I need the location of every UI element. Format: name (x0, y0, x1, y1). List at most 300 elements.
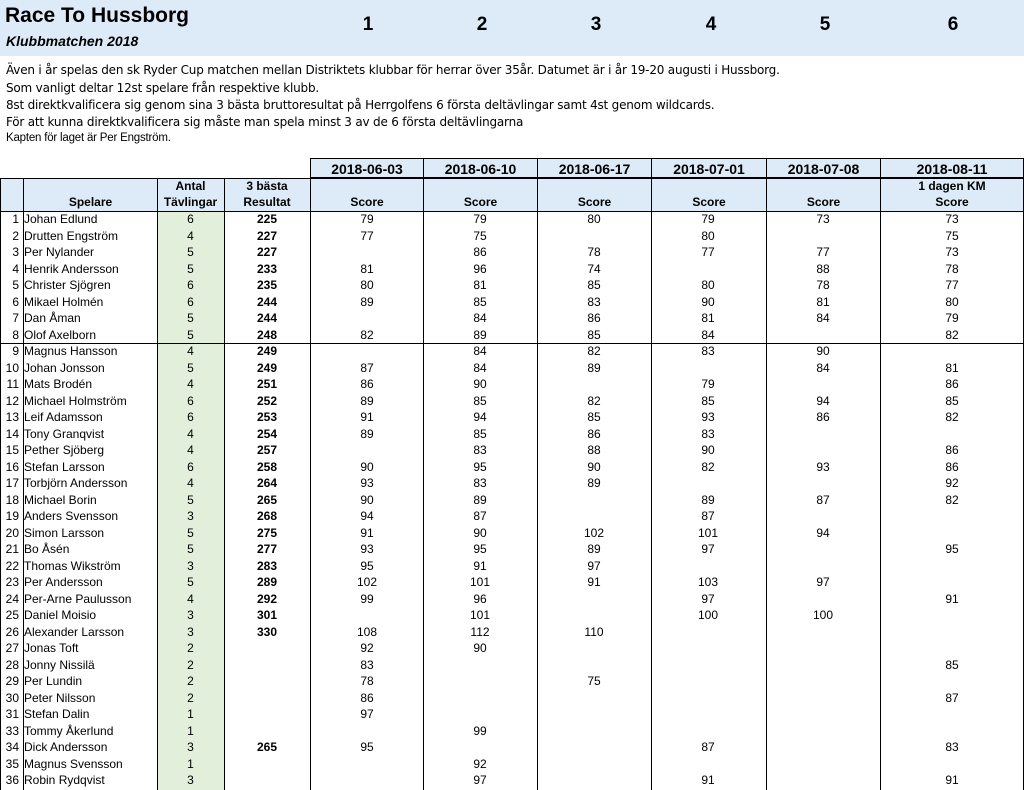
score-cell-5: 94 (816, 525, 830, 540)
player-name: Per Andersson (24, 575, 103, 589)
date-header-5: 2018-07-08 (766, 158, 881, 178)
col-header-score-4: Score (692, 195, 726, 209)
score-cell-2: 90 (473, 377, 487, 391)
best-3-total: 283 (256, 558, 278, 573)
score-cell-5: 84 (816, 311, 830, 325)
score-cell-3: 85 (587, 278, 601, 292)
competition-count: 6 (187, 212, 194, 226)
table-row (0, 624, 1024, 641)
best-3-total: 275 (256, 525, 278, 540)
competition-count: 6 (187, 459, 194, 474)
score-cell-2: 91 (473, 558, 487, 573)
date-header-6: 2018-08-11 (880, 158, 1024, 178)
score-cell-6: 86 (945, 443, 959, 457)
table-row (0, 228, 1024, 245)
intro-line-3: 8st direktkvalificera sig genom sina 3 bästa bruttoresultat på Herrgolfens 6 första deltävlingar samt 4st genom wildcards. (6, 98, 715, 112)
col-header-resultat: Resultat (243, 195, 291, 209)
score-cell-6: 85 (945, 393, 959, 408)
score-cell-2: 96 (473, 261, 487, 276)
table-row (0, 607, 1024, 624)
table-row (0, 360, 1024, 377)
table-row (0, 327, 1024, 344)
best-3-total: 253 (256, 410, 278, 424)
table-row (0, 508, 1024, 525)
player-name: Bo Åsén (24, 542, 70, 556)
table-row (0, 409, 1024, 426)
competition-count: 5 (187, 525, 194, 540)
score-cell-2: 83 (473, 443, 487, 457)
score-cell-1: 108 (356, 624, 378, 639)
score-cell-4: 97 (701, 542, 715, 556)
score-cell-4: 80 (701, 228, 715, 243)
score-cell-1: 97 (360, 707, 374, 721)
score-cell-5: 81 (816, 294, 830, 309)
score-cell-5: 100 (812, 608, 834, 622)
table-row (0, 459, 1024, 476)
score-cell-5: 94 (816, 393, 830, 408)
score-cell-2: 89 (473, 492, 487, 507)
best-3-total: 254 (256, 426, 278, 441)
best-3-total: 258 (256, 459, 278, 474)
best-3-total: 265 (256, 740, 278, 754)
score-cell-3: 110 (584, 624, 604, 639)
competition-count: 4 (187, 591, 194, 606)
player-name: Peter Nilsson (24, 690, 96, 705)
score-cell-4: 83 (701, 344, 715, 358)
row-number: 29 (5, 674, 19, 688)
table-row (0, 294, 1024, 311)
score-cell-1: 89 (360, 393, 374, 408)
row-number: 24 (5, 591, 19, 606)
score-cell-4: 82 (701, 459, 715, 474)
score-cell-5: 77 (816, 245, 830, 259)
table-row (0, 673, 1024, 690)
competition-count: 5 (187, 542, 194, 556)
col-header-score-6: Score (935, 195, 969, 209)
row-number: 15 (5, 443, 19, 457)
competition-count: 1 (187, 723, 194, 738)
table-row (0, 426, 1024, 443)
col-header-antal: Antal (175, 179, 206, 193)
player-name: Daniel Moisio (24, 608, 97, 622)
score-cell-4: 83 (701, 426, 715, 441)
score-cell-6: 82 (945, 327, 959, 342)
score-cell-2: 92 (473, 756, 487, 771)
player-name: Magnus Svensson (24, 756, 123, 771)
score-cell-1: 82 (360, 327, 374, 342)
best-3-total: 330 (256, 624, 278, 639)
score-cell-4: 81 (701, 311, 715, 325)
score-cell-2: 90 (473, 525, 487, 540)
intro-line-1: Även i år spelas den sk Ryder Cup matchen mellan Distriktets klubbar för herrar över 35år. Datumet är i år 19-20 augusti i Hussborg. (6, 63, 780, 77)
row-number: 8 (12, 327, 19, 342)
score-cell-6: 82 (945, 492, 959, 507)
round-label-6: 6 (947, 14, 959, 35)
player-name: Olof Axelborn (24, 327, 97, 342)
best-3-total: 249 (256, 344, 278, 358)
score-cell-4: 101 (697, 525, 719, 540)
score-cell-5: 97 (816, 575, 830, 589)
score-cell-6: 73 (945, 245, 959, 259)
round-label-4: 4 (705, 14, 717, 35)
intro-line-4: För att kunna direktkvalificera sig måste man spela minst 3 av de 6 första deltävlingarna (6, 115, 524, 129)
table-row (0, 558, 1024, 575)
score-cell-6: 91 (945, 773, 959, 787)
competition-count: 5 (187, 245, 194, 259)
row-number: 21 (5, 542, 19, 556)
score-cell-2: 96 (473, 591, 487, 606)
best-3-total: 265 (256, 492, 278, 507)
table-row (0, 574, 1024, 591)
score-cell-2: 86 (473, 245, 487, 259)
row-number: 20 (5, 525, 19, 540)
player-name: Henrik Andersson (24, 261, 119, 276)
score-cell-1: 90 (360, 492, 374, 507)
score-cell-2: 84 (473, 360, 487, 375)
score-cell-5: 88 (816, 261, 830, 276)
score-cell-6: 78 (945, 261, 959, 276)
best-3-total: 277 (256, 542, 278, 556)
score-cell-5: 78 (816, 278, 830, 292)
player-name: Leif Adamsson (24, 410, 103, 424)
score-cell-6: 75 (945, 228, 959, 243)
score-cell-1: 91 (360, 525, 374, 540)
competition-count: 5 (187, 492, 194, 507)
score-cell-2: 85 (473, 294, 487, 309)
round-label-3: 3 (590, 14, 602, 35)
intro-line-2: Som vanligt deltar 12st spelare från respektive klubb. (6, 81, 319, 95)
player-name: Thomas Wikström (24, 558, 121, 573)
competition-count: 3 (187, 509, 194, 523)
row-number: 6 (12, 294, 19, 309)
row-number: 14 (5, 426, 19, 441)
competition-count: 2 (187, 657, 194, 672)
row-number: 35 (5, 756, 19, 771)
player-name: Pether Sjöberg (24, 443, 105, 457)
best-3-total: 257 (256, 443, 278, 457)
table-row (0, 475, 1024, 492)
col-header-score-1: Score (350, 195, 384, 209)
score-cell-4: 79 (701, 212, 715, 226)
score-cell-2: 85 (473, 426, 487, 441)
score-cell-6: 85 (945, 657, 959, 672)
score-cell-6: 87 (945, 690, 959, 705)
intro-line-5: Kapten för laget är Per Engström. (6, 132, 171, 144)
player-name: Michael Borin (24, 492, 97, 507)
best-3-total: 268 (256, 509, 278, 523)
score-cell-5: 90 (816, 344, 830, 358)
row-number: 22 (5, 558, 19, 573)
table-row (0, 310, 1024, 327)
col-header-3-basta: 3 bästa (246, 179, 288, 193)
best-3-total: 289 (256, 575, 278, 589)
score-cell-4: 91 (701, 773, 715, 787)
score-cell-6: 73 (945, 212, 959, 226)
col-header-score-5: Score (806, 195, 841, 209)
score-cell-3: 89 (587, 476, 601, 490)
score-cell-4: 100 (697, 608, 719, 622)
score-cell-1: 95 (360, 740, 374, 754)
score-cell-4: 90 (701, 294, 715, 309)
score-cell-4: 80 (701, 278, 715, 292)
table-row (0, 442, 1024, 459)
page-title: Race To Hussborg (5, 4, 189, 27)
best-3-total: 244 (256, 311, 278, 325)
score-cell-6: 79 (945, 311, 959, 325)
row-number: 2 (12, 228, 19, 243)
table-row (0, 492, 1024, 509)
row-number: 36 (5, 773, 19, 787)
score-cell-2: 101 (469, 608, 491, 622)
score-cell-2: 81 (473, 278, 487, 292)
score-cell-1: 92 (360, 641, 374, 655)
score-cell-2: 90 (473, 641, 487, 655)
score-cell-1: 81 (360, 261, 374, 276)
table-row (0, 772, 1024, 789)
score-cell-6: 81 (945, 360, 959, 375)
table-row (0, 541, 1024, 558)
score-cell-1: 102 (356, 575, 378, 589)
table-row (0, 640, 1024, 657)
player-name: Jonas Toft (24, 641, 79, 655)
best-3-total: 301 (256, 608, 278, 622)
row-number: 18 (5, 492, 19, 507)
score-cell-2: 89 (473, 327, 487, 342)
best-3-total: 251 (256, 377, 278, 391)
score-cell-4: 90 (701, 443, 715, 457)
table-row (0, 706, 1024, 723)
competition-count: 6 (187, 294, 194, 309)
table-row (0, 211, 1024, 228)
competition-count: 3 (187, 558, 194, 573)
score-cell-2: 87 (473, 509, 487, 523)
col-header-spelare: Spelare (68, 195, 113, 209)
best-3-total: 244 (256, 294, 278, 309)
score-cell-1: 86 (360, 690, 374, 705)
row-number: 27 (5, 641, 19, 655)
score-cell-1: 87 (360, 360, 374, 375)
score-cell-3: 85 (587, 410, 601, 424)
table-row (0, 723, 1024, 740)
best-3-total: 292 (256, 591, 278, 606)
row-number: 3 (12, 245, 19, 259)
best-3-total: 264 (256, 476, 278, 490)
col-header-tavlingar: Tävlingar (163, 195, 218, 209)
score-cell-1: 95 (360, 558, 374, 573)
score-cell-3: 89 (587, 542, 601, 556)
row-number: 33 (5, 723, 19, 738)
score-cell-4: 84 (701, 327, 715, 342)
table-row (0, 690, 1024, 707)
col-header-km-note: 1 dagen KM (918, 179, 986, 193)
row-number: 26 (5, 624, 19, 639)
score-cell-6: 86 (945, 459, 959, 474)
round-label-5: 5 (819, 14, 831, 35)
competition-count: 5 (187, 311, 194, 325)
score-cell-3: 78 (587, 245, 601, 259)
score-cell-5: 73 (816, 212, 830, 226)
row-number: 4 (12, 261, 19, 276)
row-number: 11 (6, 377, 19, 391)
row-number: 30 (5, 690, 19, 705)
score-cell-5: 93 (816, 459, 830, 474)
date-header-2: 2018-06-10 (423, 158, 538, 178)
competition-count: 5 (187, 575, 194, 589)
score-cell-4: 103 (697, 575, 719, 589)
competition-count: 3 (187, 773, 194, 787)
player-name: Tommy Åkerlund (24, 723, 114, 738)
player-name: Mats Brodén (24, 377, 93, 391)
date-header-1: 2018-06-03 (310, 158, 424, 178)
competition-count: 2 (187, 690, 194, 705)
score-cell-6: 95 (945, 542, 959, 556)
score-cell-3: 74 (587, 261, 601, 276)
row-number: 5 (12, 278, 19, 292)
score-cell-5: 84 (816, 360, 830, 375)
competition-count: 5 (187, 327, 194, 342)
row-number: 34 (5, 740, 19, 754)
player-name: Johan Edlund (24, 212, 98, 226)
best-3-total: 225 (256, 212, 278, 226)
score-cell-3: 75 (587, 674, 601, 688)
player-name: Stefan Dalin (24, 707, 90, 721)
score-cell-1: 86 (360, 377, 374, 391)
row-number: 12 (5, 393, 19, 408)
score-cell-3: 85 (587, 327, 601, 342)
best-3-total: 235 (256, 278, 278, 292)
score-cell-1: 77 (360, 228, 374, 243)
competition-count: 5 (187, 360, 194, 375)
score-cell-3: 86 (587, 426, 601, 441)
row-number: 13 (5, 410, 19, 424)
score-cell-5: 86 (816, 410, 830, 424)
score-cell-1: 78 (360, 674, 374, 688)
competition-count: 4 (187, 443, 194, 457)
best-3-total: 227 (256, 245, 278, 259)
score-cell-3: 91 (587, 575, 601, 589)
table-row (0, 756, 1024, 773)
score-cell-3: 80 (587, 212, 601, 226)
score-cell-1: 79 (360, 212, 374, 226)
table-row (0, 343, 1024, 360)
score-cell-6: 82 (945, 410, 959, 424)
player-name: Michael Holmström (24, 393, 127, 408)
competition-count: 4 (187, 228, 194, 243)
best-3-total: 252 (256, 393, 278, 408)
table-row (0, 277, 1024, 294)
player-name: Per Lundin (24, 674, 83, 688)
table-row (0, 591, 1024, 608)
date-header-3: 2018-06-17 (537, 158, 652, 178)
page-subtitle: Klubbmatchen 2018 (6, 33, 139, 49)
score-cell-2: 95 (473, 459, 487, 474)
best-3-total: 248 (256, 327, 278, 342)
row-number: 31 (5, 707, 19, 721)
score-cell-4: 97 (701, 591, 715, 606)
score-cell-3: 89 (587, 360, 601, 375)
score-cell-6: 92 (945, 476, 959, 490)
best-3-total: 227 (256, 228, 278, 243)
score-cell-2: 84 (473, 311, 487, 325)
score-cell-4: 79 (701, 377, 715, 391)
competition-count: 3 (187, 740, 194, 754)
player-name: Alexander Larsson (24, 624, 125, 639)
col-header-score-2: Score (463, 195, 498, 209)
score-cell-4: 85 (701, 393, 715, 408)
score-cell-2: 83 (473, 476, 487, 490)
header-top-border (0, 178, 1024, 179)
score-cell-1: 94 (360, 509, 374, 523)
competition-count: 6 (187, 393, 194, 408)
competition-count: 4 (187, 377, 194, 391)
competition-count: 6 (187, 278, 194, 292)
score-cell-2: 84 (473, 344, 487, 358)
player-name: Simon Larsson (24, 525, 105, 540)
score-cell-2: 101 (469, 575, 491, 589)
score-cell-4: 87 (701, 509, 715, 523)
player-name: Anders Svensson (24, 509, 119, 523)
score-cell-3: 90 (587, 459, 601, 474)
competition-count: 6 (187, 410, 194, 424)
col-header-score-3: Score (577, 195, 612, 209)
score-cell-4: 87 (701, 740, 715, 754)
table-row (0, 739, 1024, 756)
row-number: 9 (12, 344, 19, 358)
round-label-2: 2 (476, 14, 488, 35)
score-cell-2: 112 (470, 624, 490, 639)
table-row (0, 525, 1024, 542)
player-name: Tony Granqvist (24, 426, 105, 441)
score-cell-1: 80 (360, 278, 374, 292)
row-number: 25 (5, 608, 19, 622)
score-cell-2: 97 (473, 773, 487, 787)
score-cell-1: 83 (360, 657, 374, 672)
best-3-total: 249 (256, 360, 278, 375)
score-cell-2: 85 (473, 393, 487, 408)
score-cell-1: 89 (360, 426, 374, 441)
row-number: 19 (5, 509, 19, 523)
competition-count: 2 (187, 674, 194, 688)
score-cell-5: 87 (816, 492, 830, 507)
row-number: 23 (5, 575, 19, 589)
date-header-4: 2018-07-01 (651, 158, 767, 178)
competition-count: 3 (187, 608, 194, 622)
score-cell-3: 102 (583, 525, 605, 540)
competition-count: 4 (187, 344, 194, 358)
score-cell-2: 95 (473, 542, 487, 556)
player-name: Per Nylander (24, 245, 95, 259)
score-cell-6: 77 (945, 278, 959, 292)
table-row (0, 261, 1024, 278)
player-name: Robin Rydqvist (24, 773, 105, 787)
score-cell-4: 89 (701, 492, 715, 507)
score-cell-2: 94 (473, 410, 487, 424)
round-label-1: 1 (362, 14, 374, 35)
score-cell-3: 83 (587, 294, 601, 309)
player-name: Torbjörn Andersson (24, 476, 128, 490)
score-cell-1: 91 (360, 410, 374, 424)
score-cell-2: 79 (473, 212, 487, 226)
player-name: Johan Jonsson (24, 360, 105, 375)
score-cell-3: 82 (587, 393, 601, 408)
player-name: Stefan Larsson (24, 459, 105, 474)
competition-count: 3 (187, 624, 194, 639)
player-name: Per-Arne Paulusson (24, 591, 132, 606)
score-cell-1: 93 (360, 542, 374, 556)
table-row (0, 393, 1024, 410)
competition-count: 5 (187, 261, 194, 276)
score-cell-3: 82 (587, 344, 601, 358)
